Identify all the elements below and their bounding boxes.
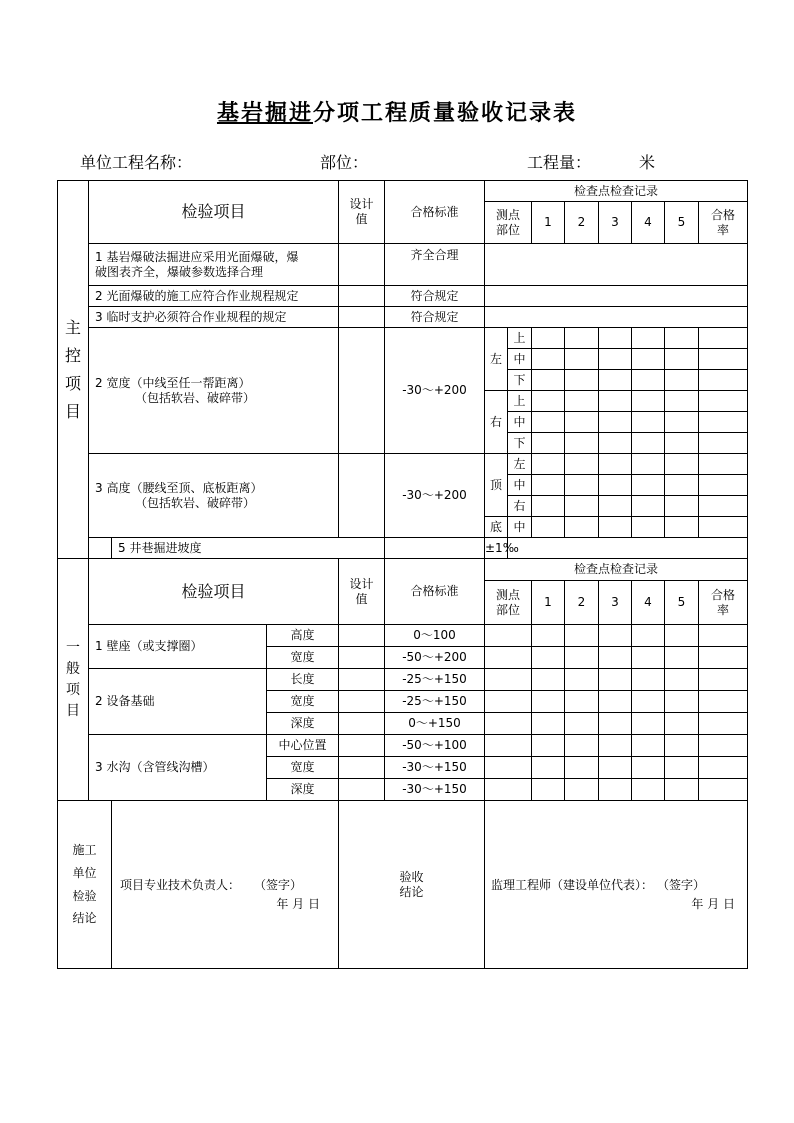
main-section-label: 主 控 项 目 xyxy=(58,181,89,559)
row2-item: 2 光面爆破的施工应符合作业规程规定 xyxy=(89,286,339,307)
pos-left: 左 xyxy=(508,454,532,475)
row4-item: 2 宽度（中线至任一帮距离） （包括软岩、破碎带） xyxy=(89,328,339,454)
quantity-label: 工程量： xyxy=(527,153,592,172)
supervisor-sign-block: 监理工程师（建设单位代表）： （签字） 年 月 日 xyxy=(485,801,748,969)
row1-item: 1 基岩爆破法掘进应采用光面爆破，爆 破图表齐全，爆破参数选择合理 xyxy=(89,244,339,286)
wall-height: 高度 xyxy=(267,625,339,647)
pos-right: 右 xyxy=(508,496,532,517)
row2-std: 符合规定 xyxy=(385,286,485,307)
title-underlined: 基岩掘进 xyxy=(216,100,313,126)
row5-item: 3 高度（腰线至顶、底板距离） （包括软岩、破碎带） xyxy=(89,454,339,538)
ditch-depth: 深度 xyxy=(267,779,339,801)
wall-width-std: -50～+200 xyxy=(385,647,485,669)
standard-header: 合格标准 xyxy=(385,559,485,625)
pos-up: 上 xyxy=(508,328,532,349)
row5-std: -30～+200 xyxy=(385,454,485,538)
col-2: 2 xyxy=(565,202,599,244)
inspection-table xyxy=(57,180,748,969)
ditch-depth-std: -30～+150 xyxy=(385,779,485,801)
col-3: 3 xyxy=(599,202,632,244)
row4-std: -30～+200 xyxy=(385,328,485,454)
ditch-width: 宽度 xyxy=(267,757,339,779)
construction-sign-block: 项目专业技术负责人： （签字） 年 月 日 xyxy=(112,801,339,969)
pass-rate-header: 合格 率 xyxy=(699,202,748,244)
pos-down: 下 xyxy=(508,433,532,454)
base-item: 2 设备基础 xyxy=(89,669,267,735)
col-1: 1 xyxy=(532,581,565,625)
construction-conclusion-label: 施工 单位 检验 结论 xyxy=(58,801,112,969)
col-4: 4 xyxy=(632,581,665,625)
col-1: 1 xyxy=(532,202,565,244)
record-title: 检查点检查记录 xyxy=(485,559,748,581)
unit-name-label: 单位工程名称： xyxy=(80,153,193,172)
col-5: 5 xyxy=(665,581,699,625)
base-length: 长度 xyxy=(267,669,339,691)
col-3: 3 xyxy=(599,581,632,625)
col-2: 2 xyxy=(565,581,599,625)
ditch-width-std: -30～+150 xyxy=(385,757,485,779)
bottom-label: 底 xyxy=(485,517,508,538)
base-width-std: -25～+150 xyxy=(385,691,485,713)
pos-mid: 中 xyxy=(508,349,532,370)
title-rest: 分项工程质量验收记录表 xyxy=(313,100,578,126)
ditch-item: 3 水沟（含管线沟槽） xyxy=(89,735,267,801)
design-value-header: 设计 值 xyxy=(339,181,385,244)
row3-item: 3 临时支护必须符合作业规程的规定 xyxy=(89,307,339,328)
left-label: 左 xyxy=(485,328,508,391)
wall-width: 宽度 xyxy=(267,647,339,669)
measure-point-header: 测点 部位 xyxy=(485,202,532,244)
pos-mid: 中 xyxy=(508,412,532,433)
standard-header: 合格标准 xyxy=(385,181,485,244)
row6-std: ±1‰ xyxy=(485,538,508,559)
pass-rate-header: 合格 率 xyxy=(699,581,748,625)
wall-item: 1 壁座（或支撑圈） xyxy=(89,625,267,669)
wall-height-std: 0～100 xyxy=(385,625,485,647)
part-label: 部位： xyxy=(320,153,369,172)
right-label: 右 xyxy=(485,391,508,454)
col-5: 5 xyxy=(665,202,699,244)
pos-down: 下 xyxy=(508,370,532,391)
ditch-center: 中心位置 xyxy=(267,735,339,757)
base-depth-std: 0～+150 xyxy=(385,713,485,735)
general-section-label: 一 般 项 目 xyxy=(58,559,89,801)
base-depth: 深度 xyxy=(267,713,339,735)
measure-point-header: 测点 部位 xyxy=(485,581,532,625)
row3-std: 符合规定 xyxy=(385,307,485,328)
top-label: 顶 xyxy=(485,454,508,517)
pos-mid: 中 xyxy=(508,517,532,538)
row1-std: 齐全合理 xyxy=(385,244,485,286)
unit-label: 米 xyxy=(639,153,656,172)
base-width: 宽度 xyxy=(267,691,339,713)
pos-up: 上 xyxy=(508,391,532,412)
row6-item: 5 井巷掘进坡度 xyxy=(112,538,385,559)
inspect-item-header: 检验项目 xyxy=(89,181,339,244)
col-4: 4 xyxy=(632,202,665,244)
pos-mid: 中 xyxy=(508,475,532,496)
design-value-header: 设计 值 xyxy=(339,559,385,625)
page-title xyxy=(0,96,794,127)
base-length-std: -25～+150 xyxy=(385,669,485,691)
ditch-center-std: -50～+100 xyxy=(385,735,485,757)
acceptance-conclusion: 验收 结论 xyxy=(339,801,485,969)
record-title: 检查点检查记录 xyxy=(485,181,748,202)
inspect-item-header: 检验项目 xyxy=(89,559,339,625)
